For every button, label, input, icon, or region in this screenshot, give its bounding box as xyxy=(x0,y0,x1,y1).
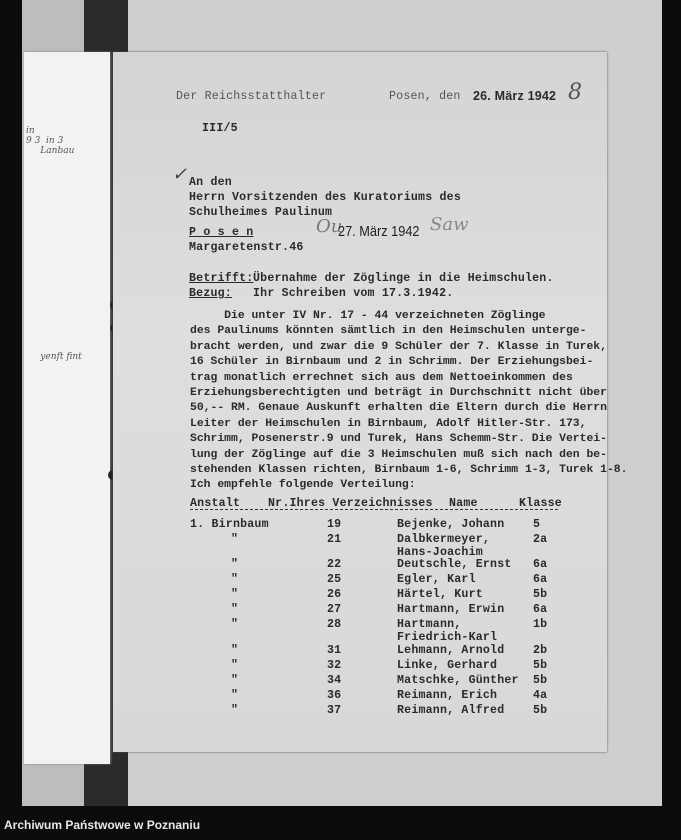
row-nr: 25 xyxy=(327,573,342,586)
row-name: Härtel, Kurt xyxy=(397,588,483,601)
row-klasse: 5b xyxy=(533,704,548,717)
row-klasse: 5b xyxy=(533,588,548,601)
reference-label: Bezug: xyxy=(189,287,232,300)
row-nr: 36 xyxy=(327,689,342,702)
row-klasse: 2b xyxy=(533,644,548,657)
recipient-line2: Herrn Vorsitzenden des Kuratoriums des xyxy=(189,191,461,204)
column-header-anstalt: Anstalt xyxy=(190,497,241,510)
row-anstalt: " xyxy=(231,659,239,672)
margin-handwriting: yenft fint xyxy=(26,352,82,362)
place-date-prefix: Posen, den xyxy=(389,90,461,103)
margin-handwriting: in 9 3 in 3 Lanbau xyxy=(26,126,75,156)
body-line: lung der Zöglinge auf die 3 Heimschulen muß sich nach den be- xyxy=(190,448,607,461)
body-line: 50,-- RM. Genaue Auskunft erhalten die Eltern durch die Herrn xyxy=(190,402,607,415)
body-line: Erziehungsberechtigten und beträgt in Durchschnitt nicht über xyxy=(190,387,607,400)
row-klasse: 4a xyxy=(533,689,548,702)
received-initials: Ou xyxy=(316,216,343,237)
row-name-cont: Hans-Joachim xyxy=(397,546,483,559)
file-reference: III/5 xyxy=(202,122,238,135)
row-nr: 26 xyxy=(327,588,342,601)
column-header-klasse: Klasse xyxy=(519,497,562,510)
body-text xyxy=(190,309,627,494)
row-name: Hartmann, Erwin xyxy=(397,603,505,616)
row-name: Linke, Gerhard xyxy=(397,659,498,672)
row-name-cont: Friedrich-Karl xyxy=(397,631,498,644)
row-nr: 19 xyxy=(327,518,342,531)
subject-text: Übernahme der Zöglinge in die Heimschulen. xyxy=(253,272,554,285)
row-anstalt: " xyxy=(231,588,239,601)
row-name: Bejenke, Johann xyxy=(397,518,505,531)
row-anstalt: " xyxy=(231,674,239,687)
row-nr: 21 xyxy=(327,533,342,546)
body-line: trag monatlich errechnet sich aus dem Nettoeinkommen des xyxy=(190,371,573,384)
table-header-rule xyxy=(190,509,558,510)
row-klasse: 1b xyxy=(533,618,548,631)
row-nr: 22 xyxy=(327,558,342,571)
row-name: Reimann, Erich xyxy=(397,689,498,702)
body-line: bracht werden, und zwar die 9 Schüler der 7. Klasse in Turek, xyxy=(190,340,607,353)
row-anstalt: " xyxy=(231,558,239,571)
row-anstalt: " xyxy=(231,573,239,586)
column-header-nr: Nr.Ihres Verzeichnisses xyxy=(268,497,433,510)
row-anstalt: " xyxy=(231,689,239,702)
row-anstalt: " xyxy=(231,644,239,657)
sender: Der Reichsstatthalter xyxy=(176,90,327,103)
row-nr: 31 xyxy=(327,644,342,657)
row-name: Deutschle, Ernst xyxy=(397,558,512,571)
row-name: Matschke, Günther xyxy=(397,674,519,687)
column-header-name: Name xyxy=(449,497,478,510)
archive-name: Archiwum Państwowe w Poznaniu xyxy=(4,818,201,832)
row-nr: 34 xyxy=(327,674,342,687)
row-nr: 28 xyxy=(327,618,342,631)
row-anstalt: " xyxy=(231,603,239,616)
row-nr: 37 xyxy=(327,704,342,717)
recipient-line1: An den xyxy=(189,176,232,189)
row-anstalt: " xyxy=(231,533,239,546)
body-line: Schrimm, Posenerstr.9 und Turek, Hans Schemm-Str. Die Vertei- xyxy=(190,433,607,446)
row-klasse: 6a xyxy=(533,603,548,616)
received-stamp: 27. März 1942 xyxy=(338,223,420,240)
row-name: Hartmann, xyxy=(397,618,462,631)
row-nr: 32 xyxy=(327,659,342,672)
row-klasse: 5 xyxy=(533,518,541,531)
body-line: Leiter der Heimschulen in Birnbaum, Adolf Hitler-Str. 173, xyxy=(190,417,587,430)
body-line: stehenden Klassen richten, Birnbaum 1-6, Schrimm 1-3, Turek 1-8. xyxy=(190,464,628,477)
row-klasse: 6a xyxy=(533,558,548,571)
row-klasse: 2a xyxy=(533,533,548,546)
row-name: Lehmann, Arnold xyxy=(397,644,505,657)
adjacent-page xyxy=(24,52,110,764)
row-name: Reimann, Alfred xyxy=(397,704,505,717)
subject-label: Betrifft: xyxy=(189,272,254,285)
row-klasse: 5b xyxy=(533,674,548,687)
row-anstalt: " xyxy=(231,618,239,631)
row-nr: 27 xyxy=(327,603,342,616)
row-name: Dalbkermeyer, xyxy=(397,533,491,546)
reference-text: Ihr Schreiben vom 17.3.1942. xyxy=(253,287,454,300)
signature: Saw xyxy=(430,214,469,235)
row-anstalt: " xyxy=(231,704,239,717)
recipient-street: Margaretenstr.46 xyxy=(189,241,304,254)
recipient-line3: Schulheimes Paulinum xyxy=(189,206,333,219)
body-line: des Paulinums könnten sämtlich in den Heimschulen unterge- xyxy=(190,325,587,338)
row-klasse: 6a xyxy=(533,573,548,586)
archive-footer xyxy=(0,806,681,840)
row-anstalt: 1. Birnbaum xyxy=(190,518,269,531)
row-name: Egler, Karl xyxy=(397,573,476,586)
row-klasse: 5b xyxy=(533,659,548,672)
recipient-city: P o s e n xyxy=(189,226,254,239)
check-mark: ✓ xyxy=(172,164,188,185)
body-line: Ich empfehle folgende Verteilung: xyxy=(190,479,416,492)
page-number: 8 xyxy=(568,80,582,105)
body-line: Die unter IV Nr. 17 - 44 verzeichneten Zöglinge xyxy=(190,310,546,322)
letter-date: 26. März 1942 xyxy=(473,89,557,103)
body-line: 16 Schüler in Birnbaum und 2 in Schrimm. Der Erziehungsbei- xyxy=(190,356,594,369)
